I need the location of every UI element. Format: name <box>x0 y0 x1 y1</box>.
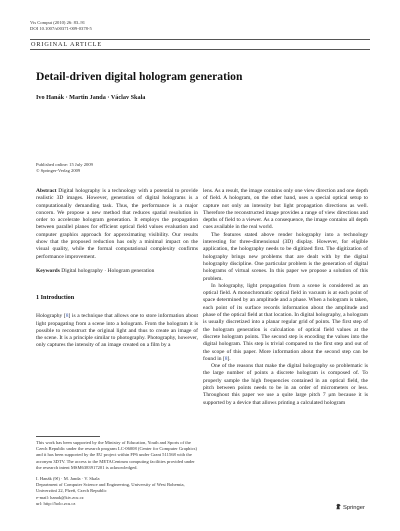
keywords-text: Digital holography · Hologram generation <box>61 267 155 274</box>
intro-text-start: Holography [ <box>36 313 66 320</box>
paragraph: One of the reasons that make the digital holography so problematic is the large number of points a discrete hologram is composed of. To properly sample the high frequencies contained in an optical field, the pitch between points needs to be in an order of micrometers or less. Throughout this paper we use a quite large pitch 7 μm because it is supported by a device that allows printing a calculated hologram <box>203 363 368 406</box>
abstract-text: Digital holography is a technology with a potential to provide realistic 3D images. However, generation of digital holograms is a computationally demanding task. Thus, the performance is a major concern. We propose a new method that reduces spatial resolution in order to accelerate hologram generation. It employs the propagation between parallel planes for efficient optical field values evaluation and computer graphics approach for approximating visibility. Our results show that the proposed reduction has only a minimal impact on the visual quality, while the formal computational complexity confirms performance improvement. <box>36 188 198 260</box>
footnote <box>36 440 198 507</box>
publisher-mark <box>335 503 365 511</box>
doi: DOI 10.1007/s00371-009-0378-5 <box>30 26 92 32</box>
left-column <box>36 188 198 350</box>
abstract <box>36 188 198 261</box>
paragraph <box>203 283 368 363</box>
citation-link[interactable]: 8 <box>65 313 69 320</box>
journal-citation: Vis Comput (2010) 26: 83–91 <box>30 20 86 25</box>
section-heading-introduction: 1 Introduction <box>36 294 75 302</box>
url[interactable]: url: http://holo.zcu.cz <box>36 500 76 506</box>
paragraph: lens. As a result, the image contains only one view direction and one depth of field. A hologram, on the other hand, uses a special optical setup to capture not only an intensity but light propagation directions as well. Therefore the reconstructed image provides a range of view directions and depths of field to a viewer. As a consequence, the image contains all depth cues available in the real world. <box>203 188 368 231</box>
keywords <box>36 268 198 275</box>
published-date: Published online: 15 July 2009 <box>36 162 93 167</box>
author-list: Ivo Hanák · Martin Janda · Václav Skala <box>36 94 146 101</box>
right-column <box>203 188 368 407</box>
affiliation: Department of Computer Science and Engineering, University of West Bohemia, Univerzitní 22, Plzeň, Czech Republic <box>36 482 185 494</box>
paragraph: The features stated above render holography into a technology interesting for three-dimensional (3D) display. However, for eligible application, the holography needs to be digitized first. The digitization of holography brings new problems that are dealt with by the digital holography discipline. One particular problem is the generation of digital holograms of virtual scenes. In this paper we propose a solution of this problem. <box>203 231 368 282</box>
intro-paragraph <box>36 313 198 349</box>
paper-title: Detail-driven digital hologram generation <box>36 70 243 83</box>
publication-info <box>36 162 93 175</box>
article-type-bar <box>30 39 370 50</box>
funding-note: This work has been supported by the Ministry of Education, Youth and Sports of the Czech Republic under the research program LC-06008 (Center for Computer Graphics) and it has been supported by the EU project within FP6 under Grant 511568 with the acronym 3DTV. The access to the METACentrum computing facilities provided under the research intent MSM6383917201 is acknowledged. <box>36 440 197 470</box>
abstract-label: Abstract <box>36 188 57 194</box>
email[interactable]: e-mail: hanak@kiv.zcu.cz <box>36 494 84 500</box>
journal-header <box>30 20 92 32</box>
article-type: ORIGINAL ARTICLE <box>31 41 103 49</box>
copyright: © Springer-Verlag 2009 <box>36 168 81 174</box>
author-names: I. Hanák (✉) · M. Janda · V. Skala <box>36 476 100 482</box>
springer-horse-icon <box>335 503 342 510</box>
paragraph-text-end: ]. <box>227 355 231 362</box>
citation-link[interactable]: 8 <box>224 355 228 362</box>
publisher-name: Springer <box>343 505 365 511</box>
keywords-label: Keywords <box>36 267 60 274</box>
paragraph-text: In holography, light propagation from a scene is considered as an optical field. A monochromatic optical field in vacuum is at each point of space determined by an amplitude and a phase. When a hologram is taken, each point of its surface records information about the amplitude and phase of the optical field at that location. In digital holography, a hologram is usually discretized into a planar regular grid of points. The first step of the hologram generation is calculation of optical field values at the discrete hologram points. The second step is encoding the values into the digital hologram. This step is trivial compared to the first step and out of the scope of this paper. More information about the second step can be found in [ <box>203 282 368 362</box>
intro-text-rest: ] is a technique that allows one to store information about light propagating from a scene into a hologram. From the hologram it is possible to reconstruct the original light and thus to create an image of the scene. It is a principle similar to photography. Photography, however, only captures the intensity of an image created on a film by a <box>36 313 199 349</box>
footnote-divider <box>36 436 100 437</box>
